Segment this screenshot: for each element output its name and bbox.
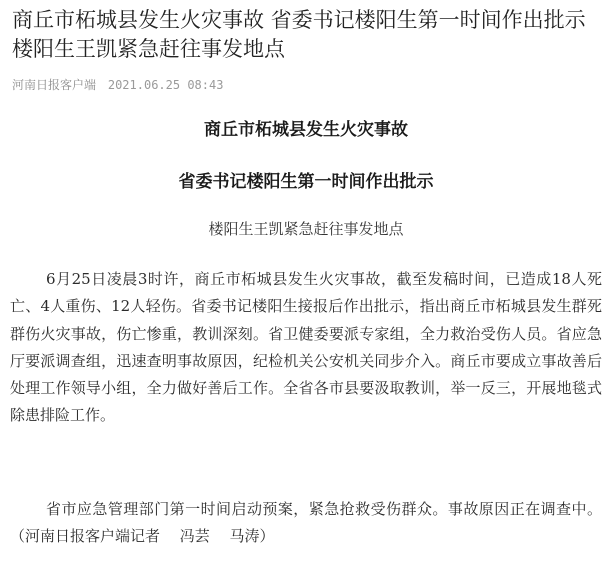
article-title-line-2: 省委书记楼阳生第一时间作出批示 [178, 172, 434, 192]
article-paragraph-1: 6月25日凌晨3时许，商丘市柘城县发生火灾事故，截至发稿时间，已造成18人死亡、4人重伤、12人轻伤。省委书记楼阳生接报后作出批示，指出商丘市柘城县发生群死群伤火灾事故，伤亡惨重，教训深刻。省卫健委要派专家组，全力救治受伤人员。省应急厅要派调查组，迅速查明事故原因，纪检机关公安机关同步介入。商丘市要成立事故善后处理工作领导小组，全力做好善后工作。全省各市县要汲取教训，举一反三，开展地毯式除患排险工作。 [10, 270, 602, 425]
article-meta [12, 77, 223, 93]
source-link[interactable]: 河南日报客户端 [12, 78, 97, 92]
article-headline: 商丘市柘城县发生火灾事故 省委书记楼阳生第一时间作出批示 楼阳生王凯紧急赶往事发地点 [12, 8, 586, 61]
article-paragraph-2: 省市应急管理部门第一时间启动预案，紧急抢救受伤群众。事故原因正在调查中。（河南日报客户端记者 冯芸 马涛） [10, 500, 602, 546]
publish-time: 2021.06.25 08:43 [107, 78, 224, 92]
article-title-line-1: 商丘市柘城县发生火灾事故 [204, 120, 408, 140]
article-subtitle: 楼阳生王凯紧急赶往事发地点 [208, 220, 404, 238]
